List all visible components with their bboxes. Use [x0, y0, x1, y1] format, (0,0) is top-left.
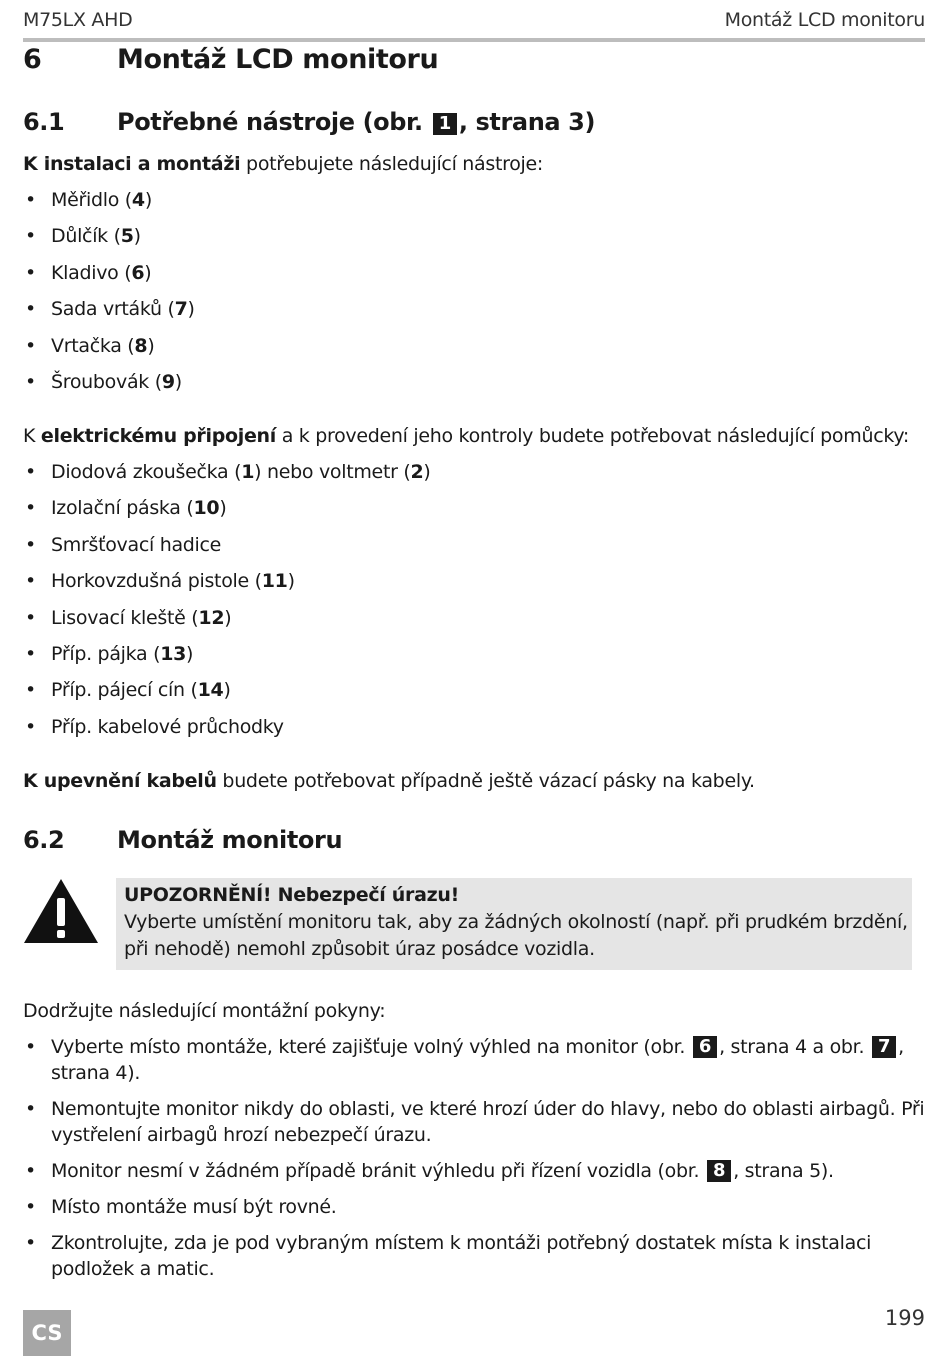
- item-text: , strana 5).: [733, 1160, 834, 1182]
- list-item: [23, 260, 195, 286]
- item-label: Vrtačka (: [51, 334, 135, 357]
- list-item: [23, 333, 195, 359]
- item-label: ): [187, 298, 195, 321]
- elec-intro-text: a k provedení jeho kontroly budete potřebovat následující pomůcky:: [275, 425, 910, 447]
- list-item: [23, 187, 195, 213]
- section-number: 6.2: [23, 826, 65, 854]
- item-label: Diodová zkoušečka (: [51, 461, 242, 483]
- item-label: ): [174, 370, 182, 393]
- list-item: • Zkontrolujte, zda je pod vybraným místem k montáži potřebný dostatek místa k instalaci podložek a matic.: [23, 1230, 925, 1282]
- item-label: Smršťovací hadice: [51, 533, 222, 556]
- figure-ref-1: 1: [433, 113, 457, 135]
- item-ref-number: 13: [160, 642, 187, 665]
- warning-text: Vyberte umístění monitoru tak, aby za žádných okolností (např. při prudkém brzdění, při nehodě) nemohl způsobit úraz posádce vozidla.: [124, 911, 908, 960]
- list-item: [23, 459, 431, 485]
- mount-list: [23, 1034, 925, 1282]
- elec-intro-bold: elektrickému připojení: [40, 425, 276, 447]
- cable-note: [23, 768, 755, 794]
- item-label: ): [144, 189, 152, 211]
- tools-intro-text: potřebujete následující nástroje:: [240, 153, 544, 175]
- list-item: [23, 568, 431, 594]
- page-number: 199: [884, 1306, 925, 1330]
- item-text: , strana 4 a obr.: [719, 1036, 870, 1058]
- section-number: 6: [23, 44, 42, 75]
- item-label: ): [224, 606, 232, 629]
- list-item: [23, 677, 431, 703]
- tools-list: [23, 187, 195, 405]
- item-label: ): [223, 679, 231, 702]
- item-ref-number: 2: [410, 461, 424, 483]
- item-label: Lisovací kleště (: [51, 606, 199, 629]
- section-title: Montáž monitoru: [117, 826, 343, 854]
- figure-ref-6: 6: [693, 1036, 717, 1058]
- header-chapter: Montáž LCD monitoru: [724, 9, 925, 31]
- list-item: [23, 1034, 925, 1086]
- item-text: Vyberte místo montáže, které zajišťuje volný výhled na monitor (obr.: [51, 1036, 691, 1058]
- item-label: ): [186, 642, 194, 665]
- item-ref-number: 1: [241, 461, 255, 483]
- item-ref-number: 14: [197, 679, 224, 702]
- section-6-2-heading: [23, 826, 342, 854]
- section-title-suffix: , strana 3): [458, 108, 596, 136]
- item-ref-number: 8: [134, 334, 148, 357]
- item-ref-number: 6: [131, 261, 145, 284]
- item-label: Měřidlo (: [51, 189, 132, 211]
- item-label: Příp. kabelové průchodky: [51, 715, 284, 738]
- warning-title: UPOZORNĚNÍ! Nebezpečí úrazu!: [124, 884, 459, 906]
- header-divider: [23, 38, 925, 42]
- item-ref-number: 7: [174, 298, 188, 321]
- item-label: Důlčík (: [51, 225, 121, 248]
- cable-note-text: budete potřebovat případně ještě vázací pásky na kabely.: [216, 770, 755, 792]
- list-item: • Nemontujte monitor nikdy do oblasti, ve které hrozí úder do hlavy, nebo do oblasti airbagů. Při vystřelení airbagů hrozí nebezpečí úrazu.: [23, 1096, 925, 1148]
- item-label: Šroubovák (: [51, 370, 162, 393]
- item-label: Horkovzdušná pistole (: [51, 570, 262, 593]
- item-ref-number: 10: [193, 497, 220, 520]
- list-item: [23, 495, 431, 521]
- warning-box: [116, 878, 912, 970]
- header-product: M75LX AHD: [23, 9, 133, 31]
- cable-note-bold: K upevnění kabelů: [23, 770, 217, 792]
- item-ref-number: 4: [131, 189, 145, 211]
- mount-intro: Dodržujte následující montážní pokyny:: [23, 1000, 386, 1022]
- item-label: Sada vrtáků (: [51, 298, 175, 321]
- item-label: ): [133, 225, 141, 248]
- item-text: Monitor nesmí v žádném případě bránit výhledu při řízení vozidla (obr.: [51, 1160, 705, 1182]
- list-item: [23, 714, 431, 740]
- item-label: Příp. pájka (: [51, 642, 161, 665]
- section-6-1-heading: [23, 108, 595, 136]
- item-ref-number: 11: [261, 570, 288, 593]
- list-item: [23, 605, 431, 631]
- section-6-heading: [23, 44, 438, 75]
- section-title: Potřebné nástroje (obr.: [117, 108, 431, 136]
- language-badge: CS: [23, 1310, 71, 1356]
- item-label: ): [287, 570, 295, 593]
- figure-ref-7: 7: [872, 1036, 896, 1058]
- item-label: ): [219, 497, 227, 520]
- elec-intro: [23, 423, 909, 449]
- running-header: [23, 9, 925, 35]
- list-item: [23, 1158, 925, 1184]
- list-item: [23, 641, 431, 667]
- item-label: ) nebo voltmetr (: [254, 461, 411, 483]
- item-text: , strana 4).: [51, 1036, 904, 1084]
- tools-intro-bold: K instalaci a montáži: [23, 153, 241, 175]
- elec-intro-pre: K: [23, 425, 41, 447]
- item-label: ): [147, 334, 155, 357]
- item-label: Příp. pájecí cín (: [51, 679, 198, 702]
- list-item: [23, 369, 195, 395]
- list-item: [23, 223, 195, 249]
- item-label: Kladivo (: [51, 261, 132, 284]
- section-number: 6.1: [23, 108, 65, 136]
- item-label: ): [423, 461, 431, 483]
- list-item: [23, 532, 431, 558]
- tools-intro: [23, 151, 543, 177]
- elec-list: [23, 459, 431, 750]
- warning-triangle-icon: [23, 878, 99, 944]
- item-label: ): [144, 261, 152, 284]
- item-ref-number: 5: [120, 225, 134, 248]
- section-title: Montáž LCD monitoru: [117, 44, 439, 75]
- item-ref-number: 12: [198, 606, 225, 629]
- item-label: Izolační páska (: [51, 497, 194, 520]
- list-item: • Místo montáže musí být rovné.: [23, 1194, 925, 1220]
- list-item: [23, 296, 195, 322]
- figure-ref-8: 8: [707, 1160, 731, 1182]
- item-ref-number: 9: [161, 370, 175, 393]
